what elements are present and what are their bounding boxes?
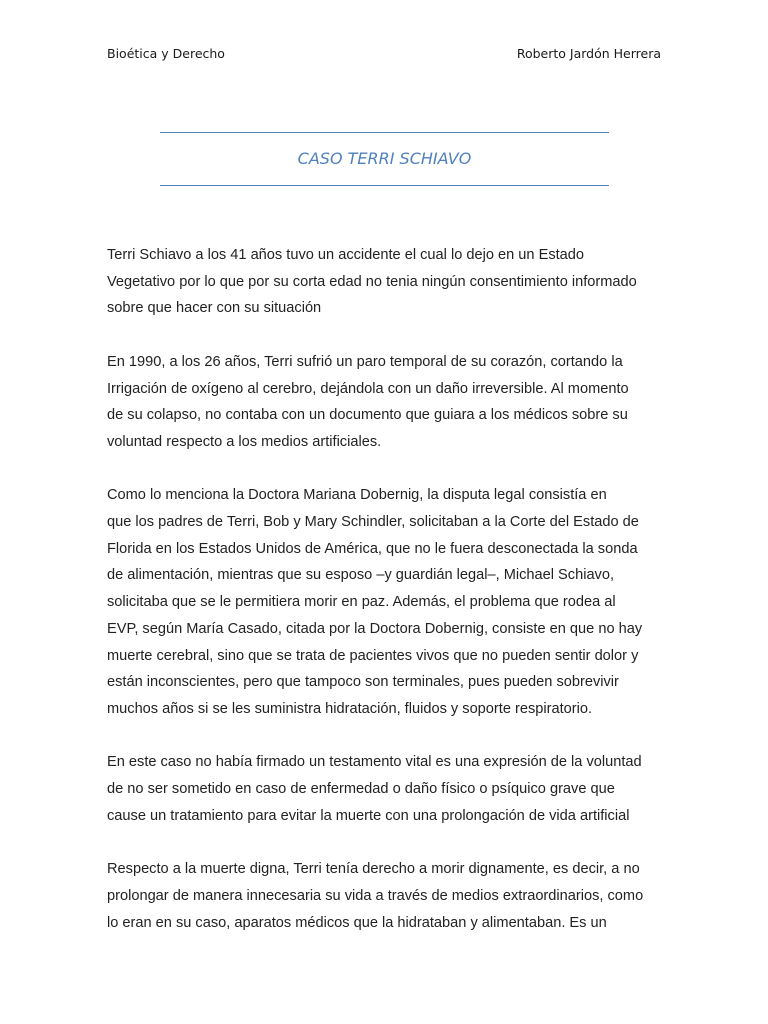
text-line: EVP, según María Casado, citada por la Doctora Dobernig, consiste en que no hay	[107, 620, 643, 637]
header-course: Bioética y Derecho	[107, 46, 225, 61]
text-line: muerte cerebral, sino que se trata de pacientes vivos que no pueden sentir dolor y	[107, 647, 639, 664]
document-title: CASO TERRI SCHIAVO	[297, 149, 472, 168]
text-line: Vegetativo por lo que por su corta edad no tenia ningún consentimiento informado	[107, 273, 637, 290]
text-line: Respecto a la muerte digna, Terri tenía derecho a morir dignamente, es decir, a no	[107, 861, 640, 878]
paragraph	[107, 242, 667, 322]
text-line: muchos años si se les suministra hidratación, fluidos y soporte respiratorio.	[107, 700, 593, 717]
text-line: solicitaba que se le permitiera morir en paz. Además, el problema que rodea al	[107, 594, 616, 611]
header-author: Roberto Jardón Herrera	[516, 46, 661, 61]
text-line: Irrigación de oxígeno al cerebro, dejándola con un daño irreversible. Al momento	[107, 380, 629, 397]
text-line: que los padres de Terri, Bob y Mary Schindler, solicitaban a la Corte del Estado de	[107, 514, 639, 530]
text-line: En este caso no había firmado un testamento vital es una expresión de la voluntad	[107, 754, 642, 771]
document-body	[107, 242, 667, 963]
page-header	[107, 46, 661, 61]
text-line: sobre que hacer con su situación	[107, 300, 322, 317]
text-line: de no ser sometido en caso de enfermedad o daño físico o psíquico grave que	[107, 781, 615, 798]
text-line: prolongar de manera innecesaria su vida a través de medios extraordinarios, como	[107, 887, 644, 904]
paragraph	[107, 482, 667, 722]
paragraph	[107, 856, 667, 936]
text-line: de alimentación, mientras que su esposo –y guardián legal–, Michael Schiavo,	[107, 567, 615, 584]
title-rule-bottom	[160, 185, 609, 186]
text-line: Como lo menciona la Doctora Mariana Dobernig, la disputa legal consistía en	[107, 487, 607, 504]
paragraph	[107, 349, 667, 456]
text-line: lo eran en su caso, aparatos médicos que la hidrataban y alimentaban. Es un	[107, 914, 607, 931]
paragraph	[107, 749, 667, 829]
text-line: Florida en los Estados Unidos de América, que no le fuera desconectada la sonda	[107, 540, 638, 557]
title-rule-top	[160, 132, 609, 133]
text-line: voluntad respecto a los medios artificiales.	[107, 433, 382, 450]
text-line: En 1990, a los 26 años, Terri sufrió un paro temporal de su corazón, cortando la	[107, 353, 623, 370]
text-line: están inconscientes, pero que tampoco son terminales, pues pueden sobrevivir	[107, 674, 619, 691]
text-line: de su colapso, no contaba con un documento que guiara a los médicos sobre su	[107, 407, 628, 424]
text-line: Terri Schiavo a los 41 años tuvo un accidente el cual lo dejo en un Estado	[107, 247, 585, 263]
text-line: cause un tratamiento para evitar la muerte con una prolongación de vida artificial	[107, 807, 630, 824]
